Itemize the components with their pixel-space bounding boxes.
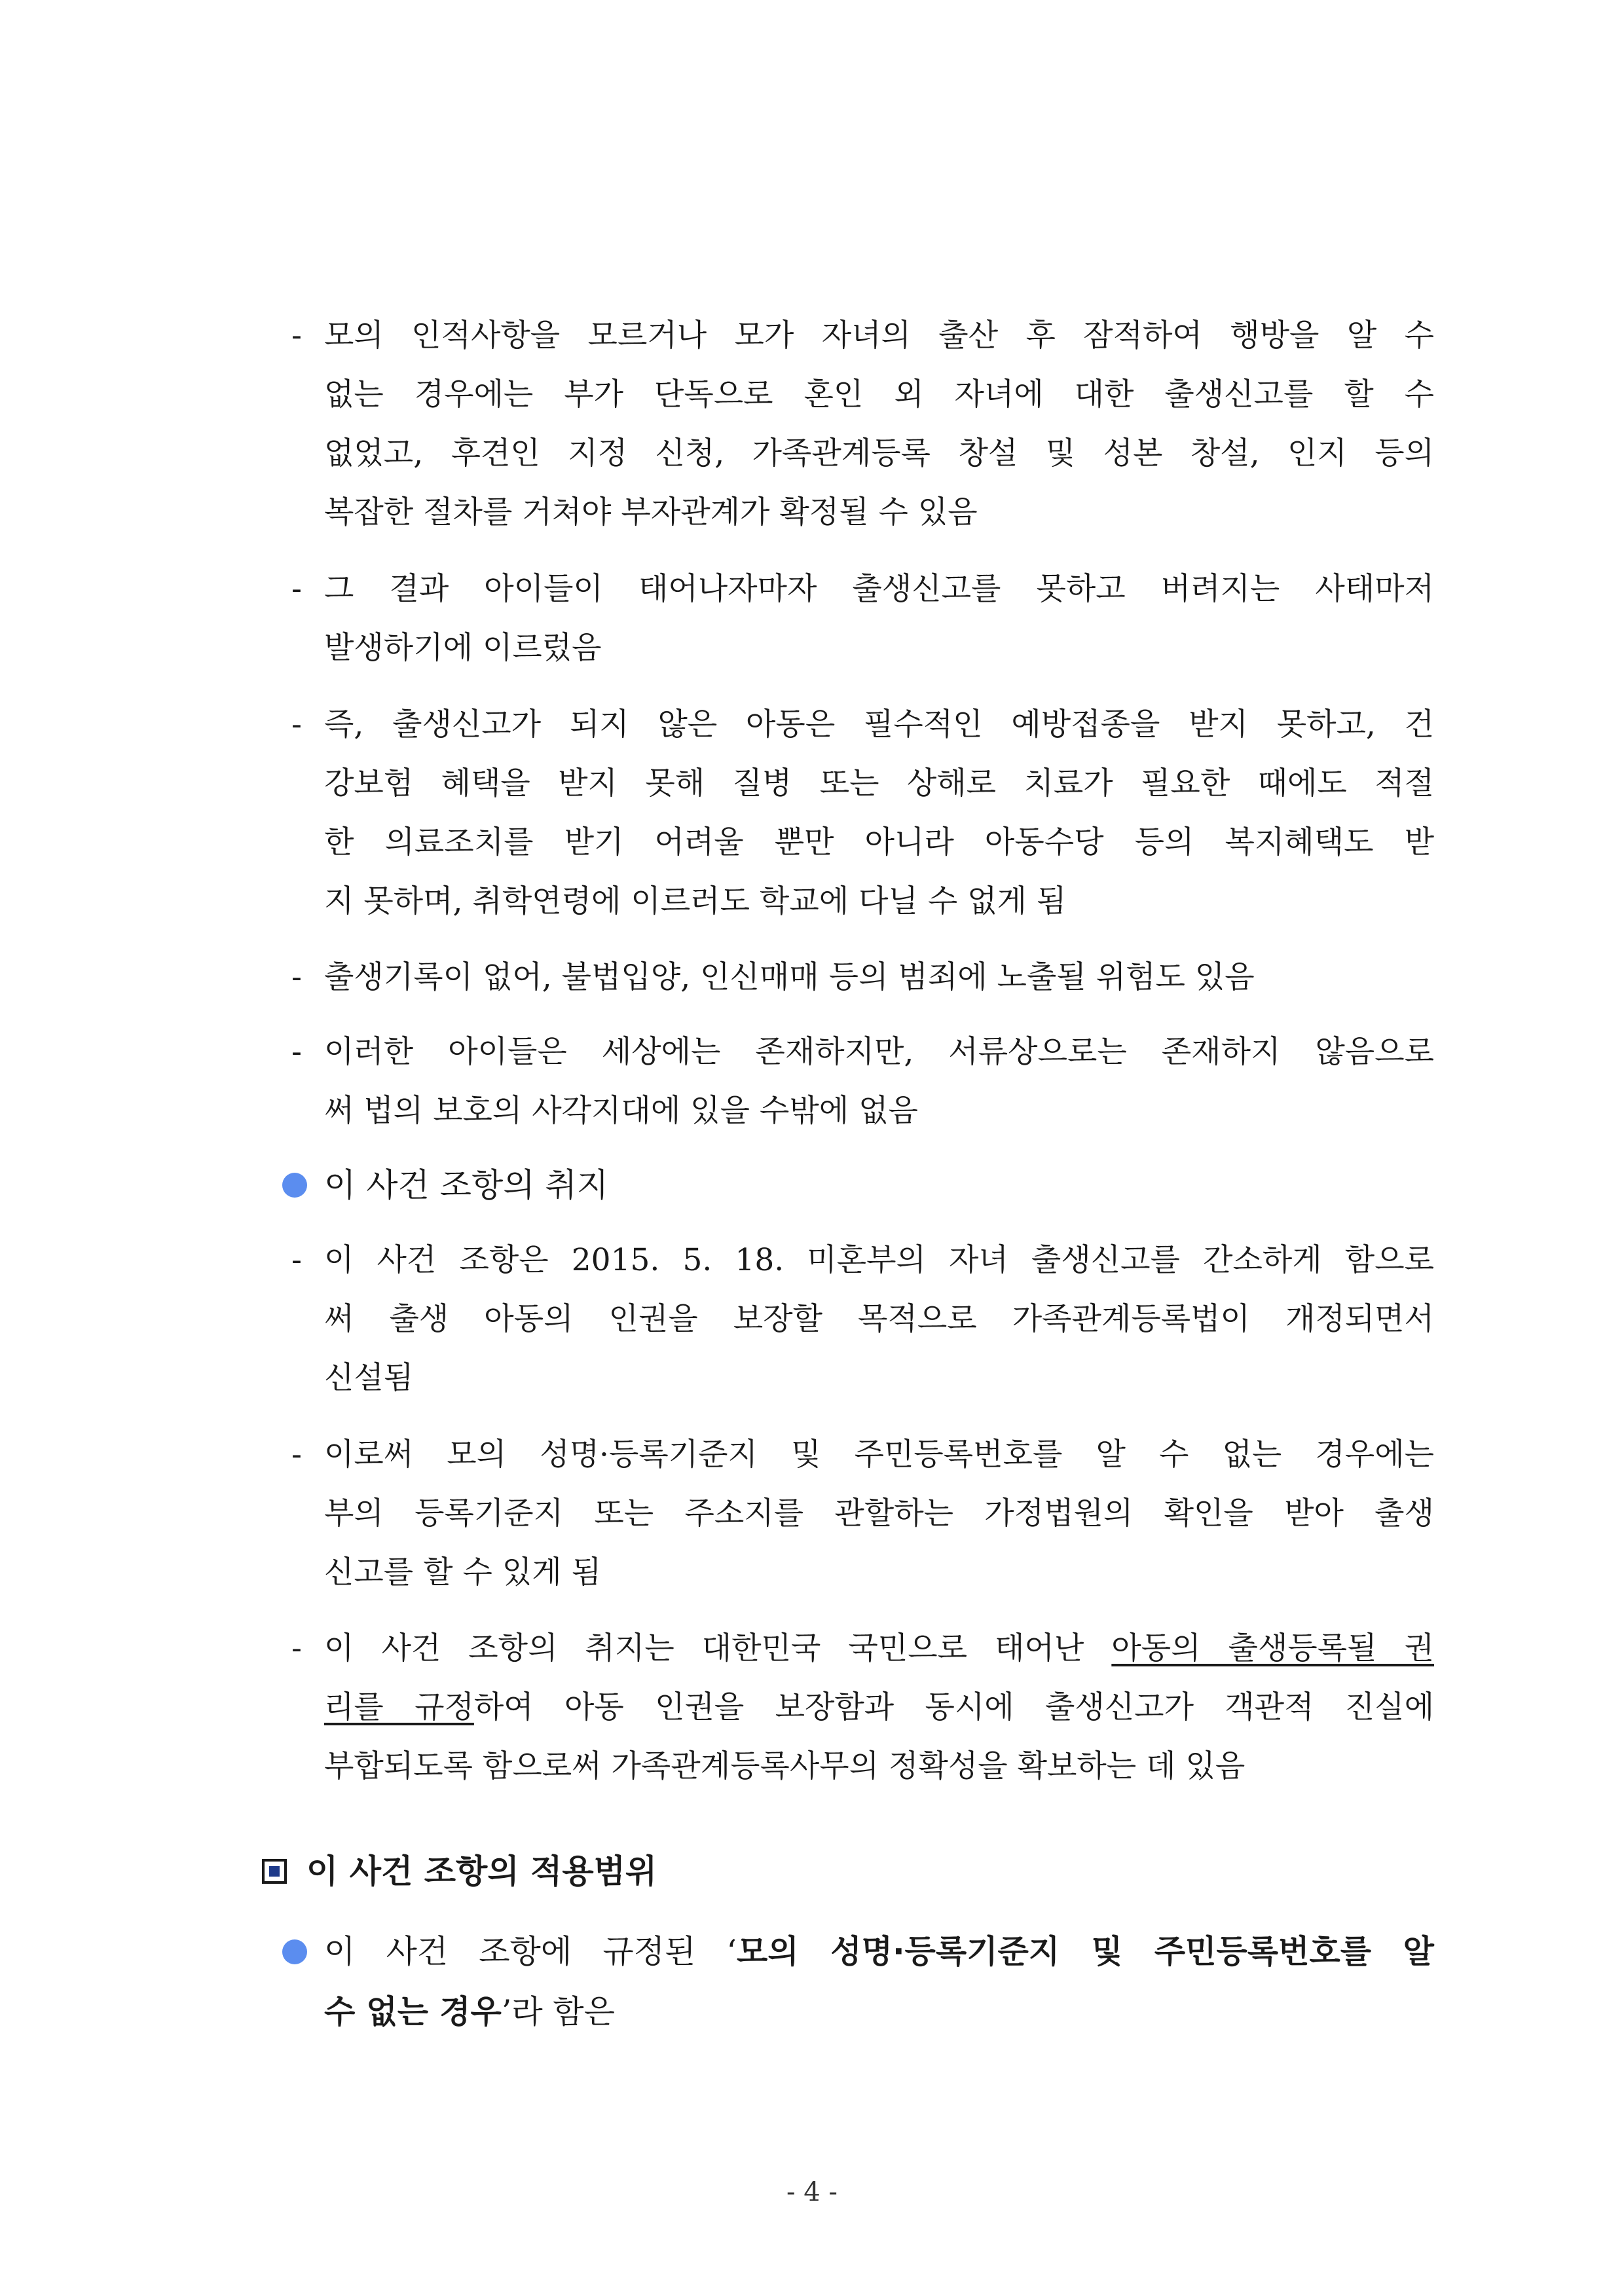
paragraph-unregistered-child bbox=[291, 695, 1434, 931]
bullet-title: 이 사건 조항의 취지 bbox=[324, 1166, 609, 1204]
page-number: - 4 - bbox=[786, 2177, 838, 2207]
section-heading bbox=[262, 1845, 657, 1898]
heading-title: 이 사건 조항의 적용범위 bbox=[306, 1852, 657, 1890]
text-line bbox=[324, 1982, 1434, 2042]
text-line: 이 사건 조항은 2015. 5. 18. 미혼부의 자녀 출생신고를 간소하게 함으로 bbox=[324, 1242, 1434, 1278]
text-segment: 하여 아동 인권을 보장함과 동시에 출생신고가 객관적 진실에 bbox=[473, 1689, 1434, 1725]
text-line: 신설됨 bbox=[324, 1360, 414, 1396]
underlined-text: 리를 규정 bbox=[324, 1689, 474, 1725]
dash-marker: - bbox=[291, 571, 302, 607]
dash-marker: - bbox=[291, 959, 302, 995]
text-line: 써 출생 아동의 인권을 보장할 목적으로 가족관계등록법이 개정되면서 bbox=[324, 1301, 1434, 1337]
text-line: 이러한 아이들은 세상에는 존재하지만, 서류상으로는 존재하지 않음으로 bbox=[324, 1034, 1434, 1070]
dash-marker: - bbox=[291, 1630, 302, 1666]
bullet-scope bbox=[324, 1922, 1434, 2042]
text-line: 출생기록이 없어, 불법입양, 인신매매 등의 범죄에 노출될 위험도 있음 bbox=[324, 959, 1255, 995]
text-line bbox=[324, 1619, 1434, 1678]
dash-marker: - bbox=[291, 707, 302, 743]
text-segment: 이 사건 조항에 규정된 ‘ bbox=[324, 1933, 737, 1970]
dash-marker: - bbox=[291, 1034, 302, 1070]
blue-circle-bullet-icon bbox=[282, 1939, 307, 1964]
paragraph-crime-risk bbox=[291, 948, 1434, 1007]
text-line: 지 못하며, 취학연령에 이르러도 학교에 다닐 수 없게 됨 bbox=[324, 883, 1067, 919]
paragraph-court-confirmation bbox=[291, 1425, 1434, 1602]
text-line bbox=[324, 1922, 1434, 1982]
text-line: 부합되도록 함으로써 가족관계등록사무의 정확성을 확보하는 데 있음 bbox=[324, 1748, 1246, 1784]
text-segment: 이 사건 조항의 취지는 대한민국 국민으로 태어난 bbox=[324, 1630, 1112, 1666]
text-line: 없었고, 후견인 지정 신청, 가족관계등록 창설 및 성본 창설, 인지 등의 bbox=[324, 435, 1434, 471]
text-line: 없는 경우에는 부가 단독으로 혼인 외 자녀에 대한 출생신고를 할 수 bbox=[324, 376, 1434, 413]
bold-text: 수 없는 경우 bbox=[324, 1993, 502, 2030]
paragraph-blind-spot bbox=[291, 1023, 1434, 1141]
text-line: 즉, 출생신고가 되지 않은 아동은 필수적인 예방접종을 받지 못하고, 건 bbox=[324, 707, 1434, 743]
text-line: 이로써 모의 성명·등록기준지 및 주민등록번호를 알 수 없는 경우에는 bbox=[324, 1437, 1434, 1473]
underlined-text: 아동의 출생등록될 권 bbox=[1111, 1630, 1435, 1666]
text-segment: ’라 함은 bbox=[501, 1993, 615, 2030]
square-bullet-icon bbox=[262, 1859, 287, 1884]
dash-marker: - bbox=[291, 1242, 302, 1278]
bullet-purpose bbox=[324, 1155, 1434, 1215]
text-line: 써 법의 보호의 사각지대에 있을 수밖에 없음 bbox=[324, 1093, 918, 1129]
text-line: 한 의료조치를 받기 어려울 뿐만 아니라 아동수당 등의 복지혜택도 받 bbox=[324, 824, 1434, 860]
paragraph-enactment bbox=[291, 1231, 1434, 1408]
blue-circle-bullet-icon bbox=[282, 1173, 307, 1198]
text-line: 그 결과 아이들이 태어나자마자 출생신고를 못하고 버려지는 사태마저 bbox=[324, 571, 1434, 607]
text-line: 강보험 혜택을 받지 못해 질병 또는 상해로 치료가 필요한 때에도 적절 bbox=[324, 765, 1434, 801]
text-line: 신고를 할 수 있게 됨 bbox=[324, 1554, 601, 1590]
dash-marker: - bbox=[291, 1437, 302, 1473]
paragraph-unknown-mother bbox=[291, 306, 1434, 542]
paragraph-abandonment bbox=[291, 560, 1434, 678]
dash-marker: - bbox=[291, 318, 302, 354]
bold-text: 모의 성명·등록기준지 및 주민등록번호를 알 bbox=[737, 1933, 1434, 1970]
text-line: 복잡한 절차를 거쳐야 부자관계가 확정될 수 있음 bbox=[324, 494, 978, 530]
text-line: 모의 인적사항을 모르거나 모가 자녀의 출산 후 잠적하여 행방을 알 수 bbox=[324, 318, 1434, 354]
text-line: 부의 등록기준지 또는 주소지를 관할하는 가정법원의 확인을 받아 출생 bbox=[324, 1496, 1434, 1532]
text-line bbox=[324, 1678, 1434, 1737]
text-line: 발생하기에 이르렀음 bbox=[324, 630, 602, 666]
paragraph-purpose-detail bbox=[291, 1619, 1435, 1796]
